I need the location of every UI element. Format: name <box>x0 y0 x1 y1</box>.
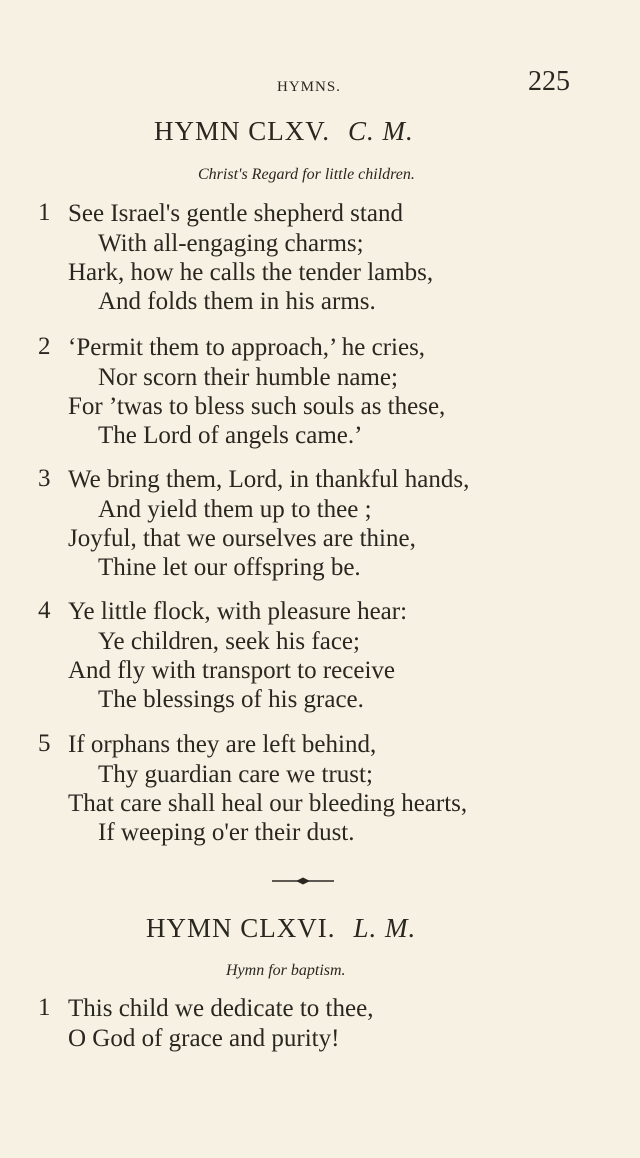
verse-line: Joyful, that we ourselves are thine, <box>68 525 416 552</box>
hymn-meter: L. M. <box>353 913 417 943</box>
stanza-number: 5 <box>38 730 51 757</box>
verse-line: O God of grace and purity! <box>68 1025 340 1052</box>
hymn-number: HYMN CLXV. <box>154 116 331 146</box>
verse-line: Ye children, seek his face; <box>98 628 360 655</box>
verse-line: ‘Permit them to approach,’ he cries, <box>68 334 426 361</box>
hymn-number: HYMN CLXVI. <box>146 913 336 943</box>
hymn-title <box>146 913 416 944</box>
stanza-number: 3 <box>38 465 51 492</box>
verse-line: We bring them, Lord, in thankful hands, <box>68 466 470 493</box>
hymn-subtitle: Christ's Regard for little children. <box>198 166 415 183</box>
hymn-meter: C. M. <box>348 116 414 146</box>
verse-line: That care shall heal our bleeding hearts, <box>68 790 468 817</box>
rule-ornament-icon <box>272 876 334 886</box>
verse-line: And fly with transport to receive <box>68 657 395 684</box>
running-head: HYMNS. <box>277 79 341 95</box>
stanza-number: 1 <box>38 199 51 226</box>
verse-line: The Lord of angels came.’ <box>98 422 363 449</box>
verse-line: Thine let our offspring be. <box>98 554 361 581</box>
verse-line: Nor scorn their humble name; <box>98 364 398 391</box>
stanza-number: 2 <box>38 333 51 360</box>
stanza-number: 1 <box>38 994 51 1021</box>
verse-line: This child we dedicate to thee, <box>68 995 374 1022</box>
verse-line: With all-engaging charms; <box>98 230 364 257</box>
verse-line: If orphans they are left behind, <box>68 731 377 758</box>
verse-line: Hark, how he calls the tender lambs, <box>68 259 434 286</box>
verse-line: See Israel's gentle shepherd stand <box>68 200 403 227</box>
verse-line: Ye little flock, with pleasure hear: <box>68 598 408 625</box>
verse-line: For ’twas to bless such souls as these, <box>68 393 446 420</box>
stanza-number: 4 <box>38 597 51 624</box>
hymn-subtitle: Hymn for baptism. <box>226 962 346 979</box>
page-number: 225 <box>528 66 570 97</box>
verse-line: If weeping o'er their dust. <box>98 819 355 846</box>
verse-line: And folds them in his arms. <box>98 288 376 315</box>
verse-line: The blessings of his grace. <box>98 686 364 713</box>
hymn-title <box>154 116 414 147</box>
verse-line: And yield them up to thee ; <box>98 496 372 523</box>
verse-line: Thy guardian care we trust; <box>98 761 373 788</box>
